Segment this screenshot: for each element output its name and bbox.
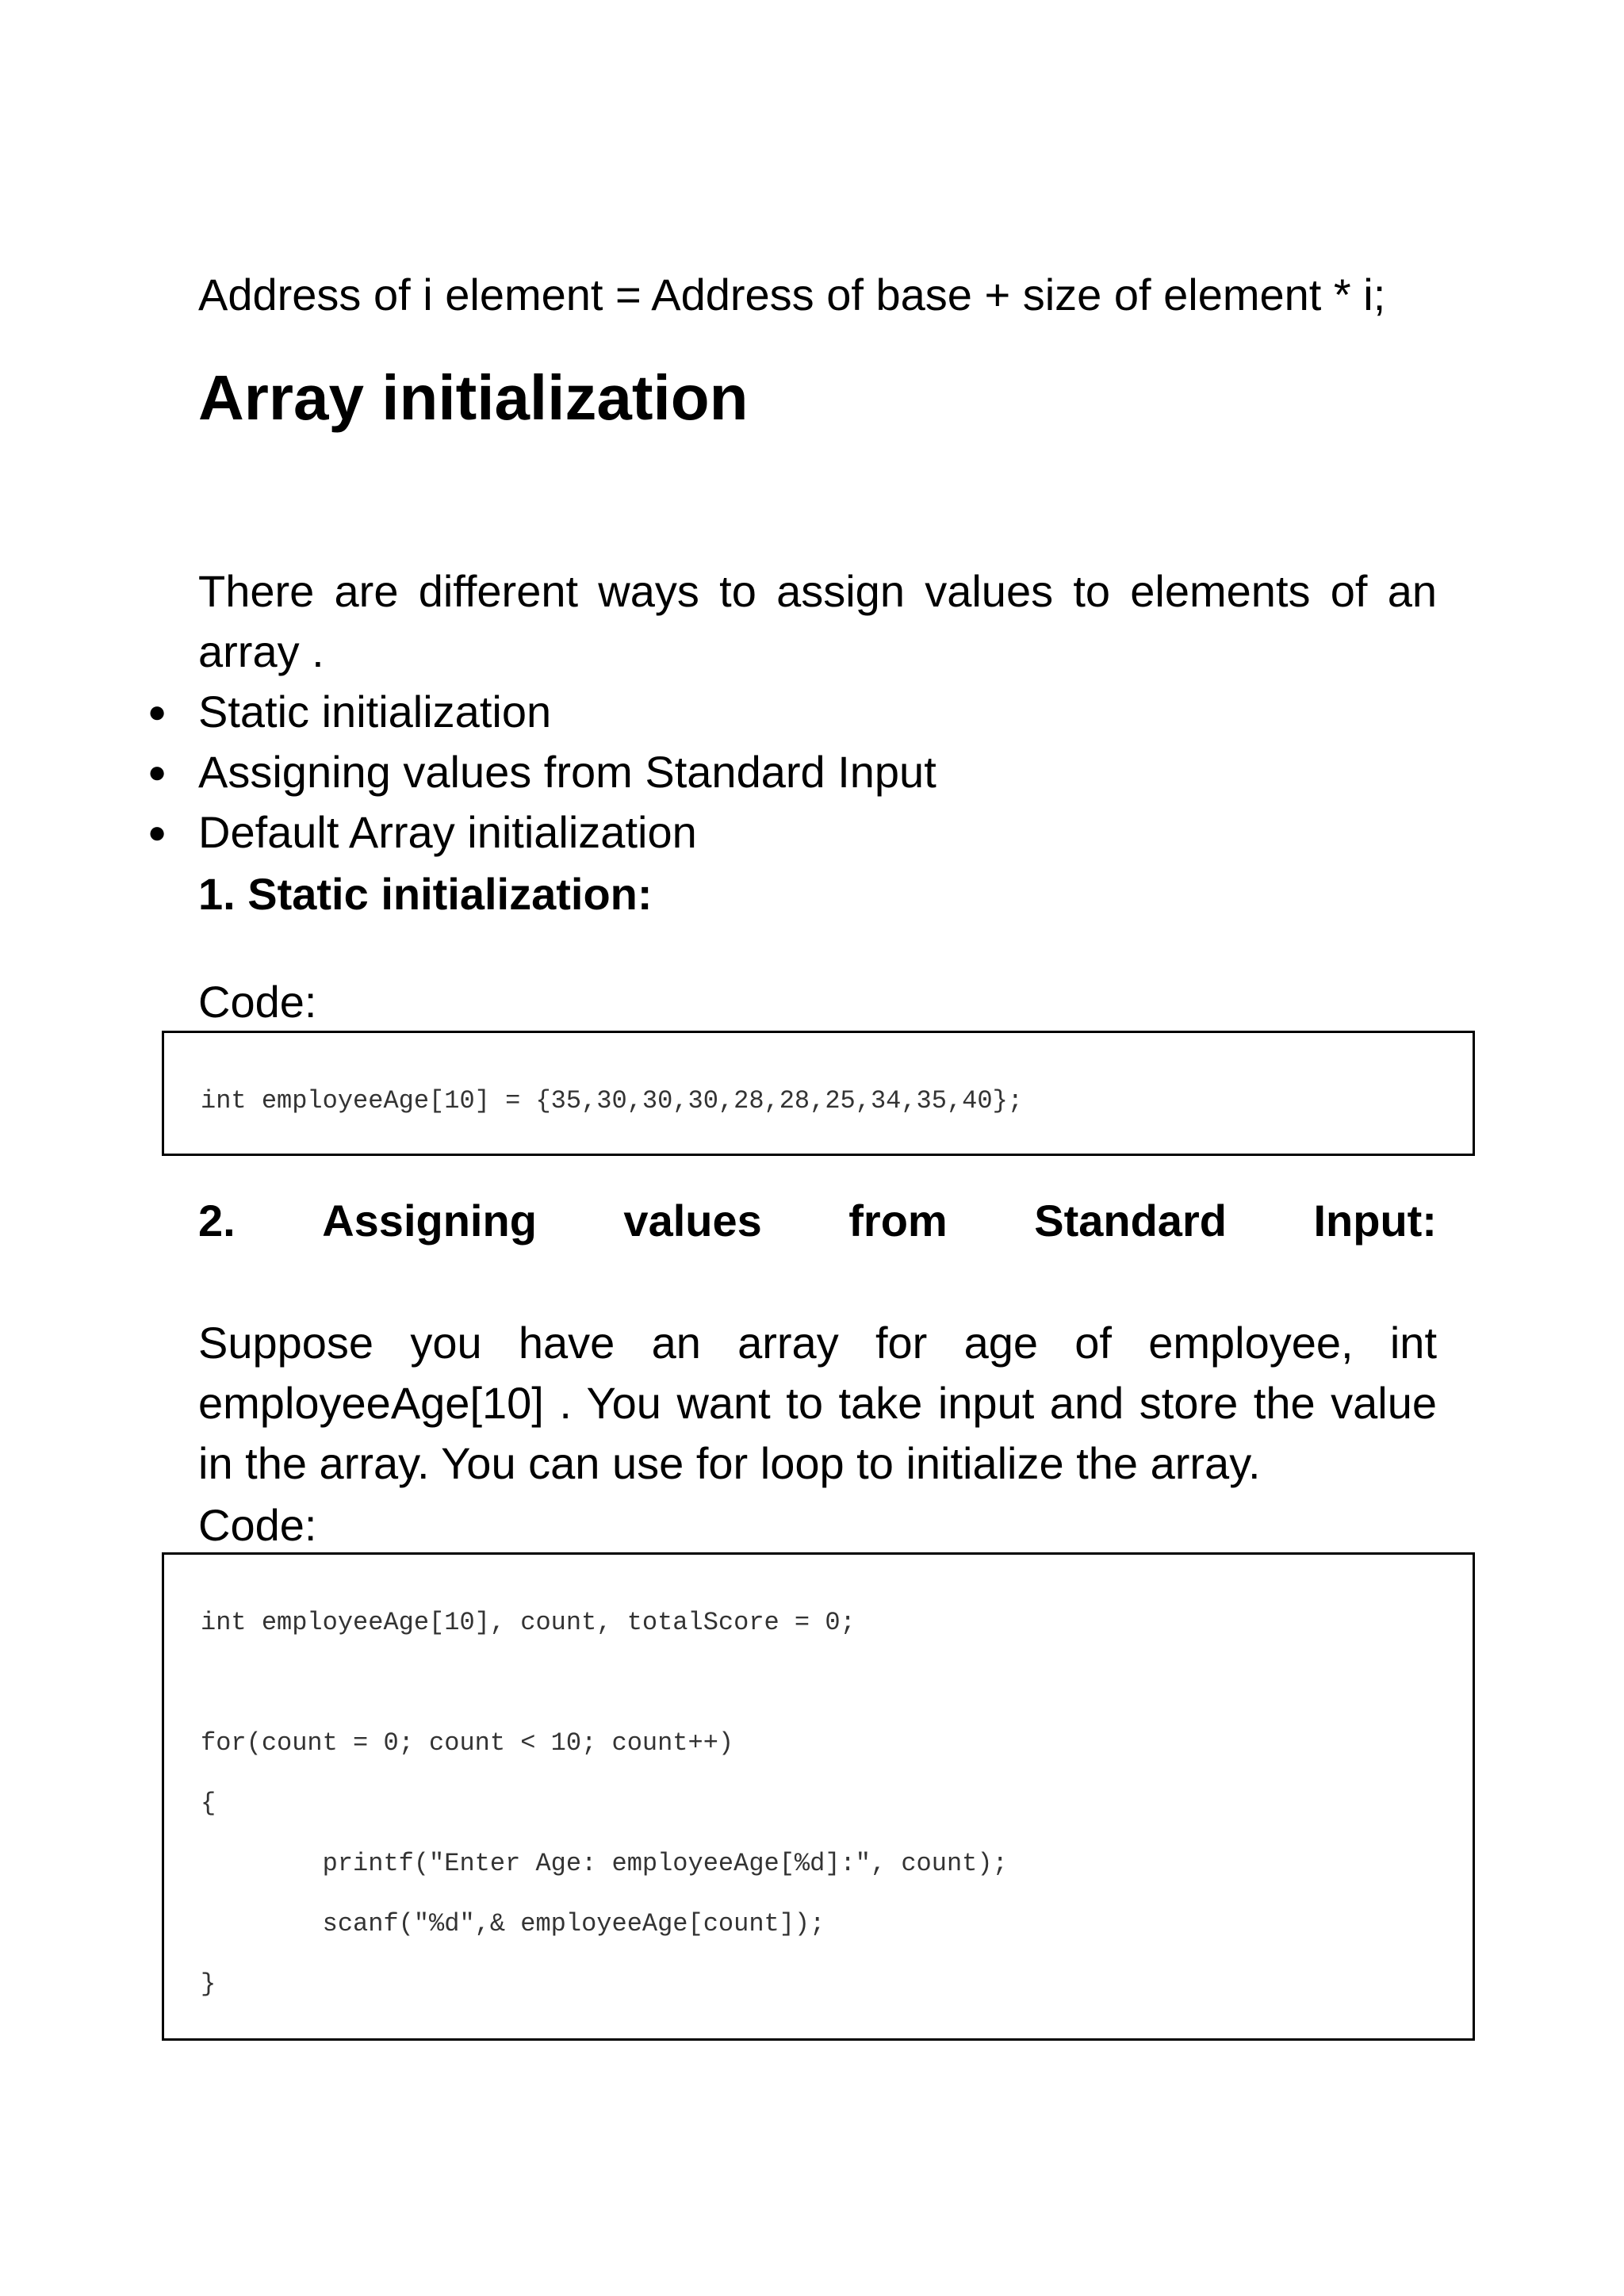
bullet-icon: ● [147,755,167,790]
code-line: int employeeAge[10], count, totalScore = 0; [201,1608,856,1637]
list-item [147,802,1437,863]
heading-word: Assigning [322,1196,537,1246]
code-line: printf("Enter Age: employeeAge[%d]:", count); [201,1849,1008,1878]
code-line: { [201,1789,216,1818]
heading-word: from [848,1196,948,1246]
bullet-icon: ● [147,695,167,729]
heading-word: Input: [1313,1196,1437,1246]
bullet-icon: ● [147,815,167,850]
code-label: Code: [198,1500,317,1550]
initialization-methods-list [147,682,1437,863]
intro-paragraph: There are different ways to assign values to elements of an array . [198,566,1437,676]
list-item-label: Static initialization [198,687,552,737]
list-item-label: Default Array initialization [198,807,697,857]
page-title: Array initialization [198,362,749,433]
list-item [147,682,1437,742]
code-block-standard-input [162,1552,1475,2041]
section-heading-standard-input [198,1191,1437,1251]
address-formula: Address of i element = Address of base + size of element * i; [198,270,1386,320]
section-heading-static: 1. Static initialization: [198,869,653,919]
code-line: } [201,1969,216,1999]
standard-input-paragraph: Suppose you have an array for age of employee, int employeeAge[10] . You want to take input and store the value in the array. You can use for loop to initialize the array. [198,1318,1437,1488]
list-item [147,742,1437,802]
code-line: int employeeAge[10] = {35,30,30,30,28,28,25,34,35,40}; [201,1086,1023,1115]
code-line: for(count = 0; count < 10; count++) [201,1728,734,1758]
code-line: scanf("%d",& employeeAge[count]); [201,1909,825,1938]
heading-word: 2. [198,1196,236,1246]
heading-word: values [623,1196,762,1246]
code-label: Code: [198,977,317,1027]
code-block-static [162,1031,1475,1156]
heading-word: Standard [1034,1196,1227,1246]
list-item-label: Assigning values from Standard Input [198,747,936,797]
